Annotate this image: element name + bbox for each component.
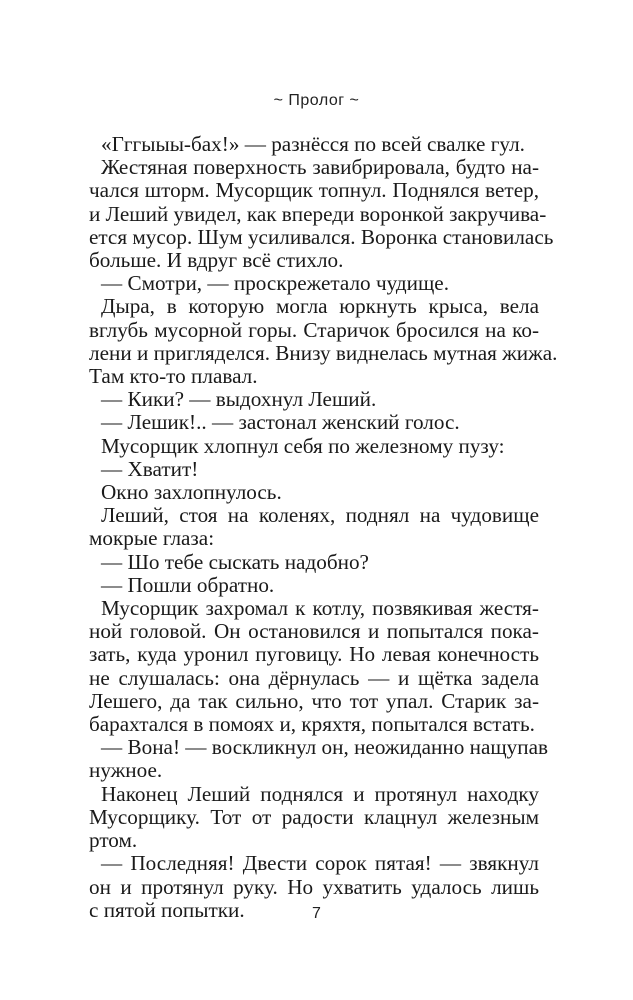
text-line: Жестяная поверхность завибрировала, будто на-: [101, 155, 539, 180]
text-line: — Вона! — воскликнул он, неожиданно нащупав: [101, 735, 549, 760]
paragraph: [89, 411, 539, 434]
paragraph: [89, 155, 554, 273]
text-line: — Хватит!: [101, 456, 199, 481]
paragraph: [89, 504, 539, 550]
paragraph: [89, 294, 558, 389]
paragraph: [89, 574, 539, 597]
text-line: — Последняя! Двести сорок пятая! — звякнул: [101, 851, 539, 876]
text-line: ется мусор. Шум усиливался. Воронка становилась: [89, 224, 554, 249]
text-line: барахтался в помоях и, кряхтя, попытался встать.: [89, 712, 535, 737]
text-line: Мусорщик захромал к котлу, позвякивая жестя-: [101, 596, 539, 621]
text-line: ной головой. Он остановился и попытался пока-: [89, 619, 539, 644]
text-line: и Леший увидел, как впереди воронкой закручива-: [89, 201, 547, 226]
text-line: мокрые глаза:: [89, 526, 215, 551]
text-line: — Пошли обратно.: [101, 572, 275, 597]
body-text: [89, 132, 558, 922]
text-line: Дыра, в которую могла юркнуть крыса, вела: [101, 294, 539, 319]
text-line: не слушалась: она дёрнулась — и щётка задела: [89, 665, 539, 690]
text-line: Леший, стоя на коленях, поднял на чудовище: [101, 503, 539, 528]
text-line: Мусорщик хлопнул себя по железному пузу:: [101, 433, 505, 458]
paragraph: [89, 133, 539, 156]
text-line: ртом.: [89, 828, 138, 853]
text-line: Мусорщику. Тот от радости клацнул железным: [89, 804, 539, 829]
text-line: с пятой попытки.: [89, 897, 245, 922]
text-line: нужное.: [89, 758, 163, 783]
paragraph: [89, 597, 539, 736]
text-line: зать, куда уронил пуговицу. Но левая конечность: [89, 642, 539, 667]
text-line: — Лешик!.. — застонал женский голос.: [101, 410, 460, 435]
text-line: Наконец Леший поднялся и протянул находку: [101, 781, 539, 806]
paragraph: [89, 272, 539, 295]
text-line: «Гггыыы-бах!» — разнёсся по всей свалке гул.: [101, 132, 525, 156]
page-number: 7: [312, 905, 321, 922]
text-line: — Шо тебе сыскать надобно?: [101, 549, 369, 574]
paragraph: [89, 435, 539, 458]
text-line: Лешего, да так сильно, что тот упал. Старик за-: [89, 688, 539, 713]
text-line: — Кики? — выдохнул Леший.: [101, 387, 377, 412]
text-line: он и протянул руку. Но ухватить удалось лишь: [89, 874, 539, 899]
text-line: Там кто-то плавал.: [89, 364, 258, 389]
text-line: лени и пригляделся. Внизу виднелась мутная жижа.: [89, 340, 558, 365]
text-line: чался шторм. Мусорщик топнул. Поднялся ветер,: [89, 178, 539, 203]
paragraph: [89, 783, 539, 853]
text-line: — Смотри, — проскрежетало чудище.: [101, 271, 450, 296]
paragraph: [89, 458, 539, 481]
paragraph: [89, 551, 539, 574]
running-header: ~ Пролог ~: [273, 92, 360, 109]
paragraph: [89, 735, 549, 783]
text-line: Окно захлопнулось.: [101, 480, 282, 505]
paragraph: [89, 481, 539, 504]
text-line: вглубь мусорной горы. Старичок бросился на ко-: [89, 317, 539, 342]
paragraph: [89, 388, 539, 411]
text-line: больше. И вдруг всё стихло.: [89, 248, 344, 273]
